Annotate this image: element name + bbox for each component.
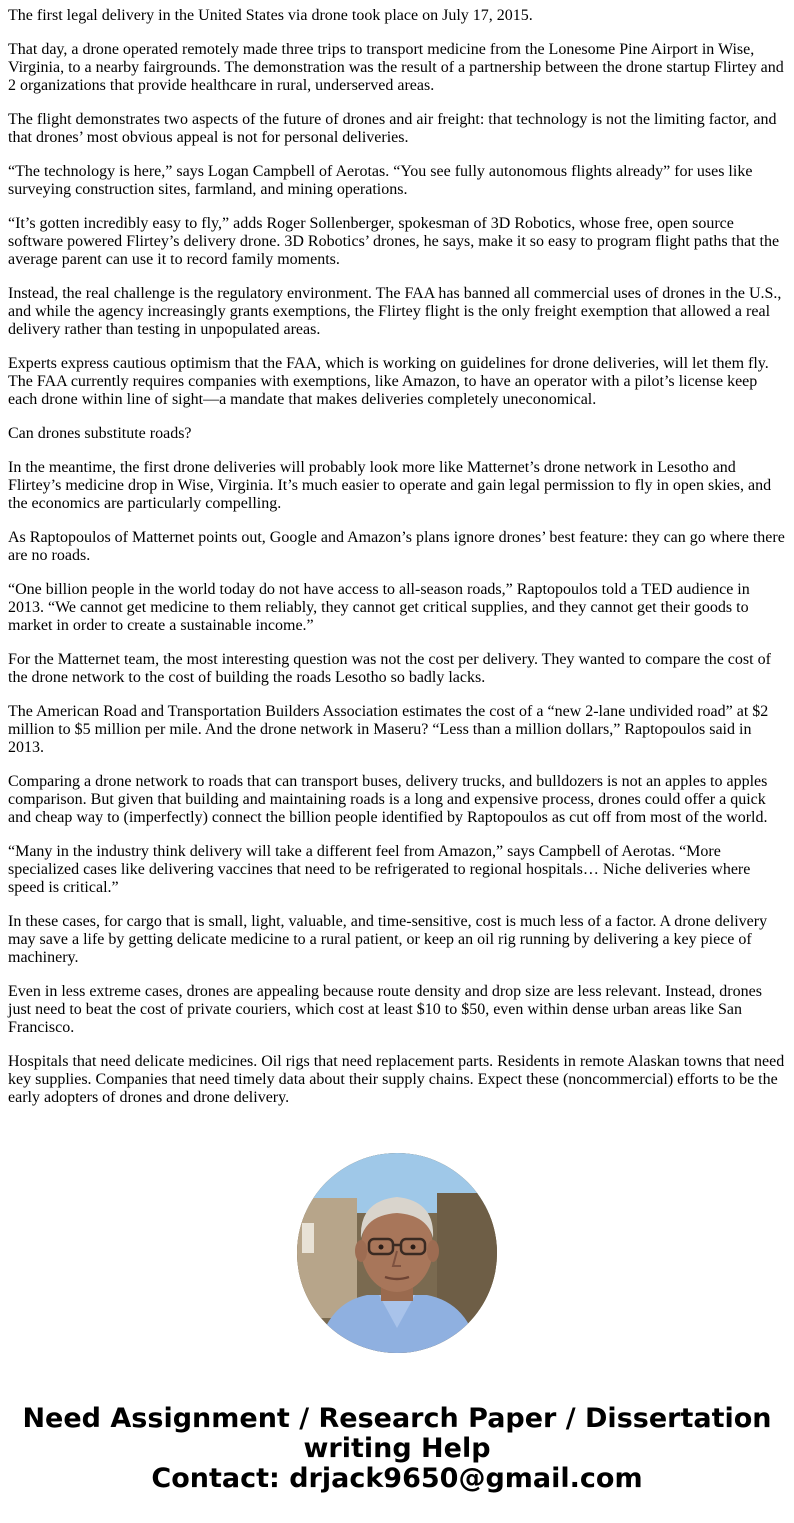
article-paragraph-11: “One billion people in the world today do not have access to all-season roads,” Raptopoulos told a TED audience in 2013. “We cannot get medicine to them reliably, they cannot get critical supplies, and they cannot get their goods to market in order to create a sustainable income.” xyxy=(8,581,750,634)
article-paragraph-9: In the meantime, the first drone deliveries will probably look more like Matternet’s drone network in Lesotho and Flirtey’s medicine drop in Wise, Virginia. It’s much easier to operate and gain legal permission to fly in open skies, and the economics are particularly compelling. xyxy=(8,459,772,512)
article-subheading: Can drones substitute roads? xyxy=(8,425,192,442)
article-paragraph-1: The first legal delivery in the United States via drone took place on July 17, 2015. xyxy=(8,7,533,24)
article-paragraph-5: “It’s gotten incredibly easy to fly,” adds Roger Sollenberger, spokesman of 3D Robotics, whose free, open source software powered Flirtey’s delivery drone. 3D Robotics’ drones, he says, make it so easy to program flight paths that the average parent can use it to record family moments. xyxy=(8,215,780,268)
promo-headline: Need Assignment / Research Paper / Dissertation writing Help xyxy=(22,1403,772,1464)
article-paragraph-16: In these cases, for cargo that is small, light, valuable, and time-sensitive, cost is much less of a factor. A drone delivery may save a life by getting delicate medicine to a rural patient, or keep an oil rig running by delivering a key piece of machinery. xyxy=(8,913,768,966)
person-photo-icon xyxy=(297,1153,497,1353)
contact-email: Contact: drjack9650@gmail.com xyxy=(151,1463,643,1494)
article-paragraph-17: Even in less extreme cases, drones are appealing because route density and drop size are less relevant. Instead, drones just need to beat the cost of private couriers, which cost at least $10 to $50, even within dense urban areas like San Francisco. xyxy=(8,983,762,1036)
article-paragraph-2: That day, a drone operated remotely made three trips to transport medicine from the Lonesome Pine Airport in Wise, Virginia, to a nearby fairgrounds. The demonstration was the result of a partnership between the drone startup Flirtey and 2 organizations that provide healthcare in rural, underserved areas. xyxy=(8,41,784,94)
article-body xyxy=(8,7,788,1123)
contact-banner xyxy=(0,1404,794,1494)
author-avatar xyxy=(297,1153,497,1353)
article-paragraph-13: The American Road and Transportation Builders Association estimates the cost of a “new 2-lane undivided road” at $2 million to $5 million per mile. And the drone network in Maseru? “Less than a million dollars,” Raptopoulos said in 2013. xyxy=(8,703,769,756)
article-paragraph-10: As Raptopoulos of Matternet points out, Google and Amazon’s plans ignore drones’ best feature: they can go where there are no roads. xyxy=(8,529,785,564)
article-paragraph-4: “The technology is here,” says Logan Campbell of Aerotas. “You see fully autonomous flights already” for uses like surveying construction sites, farmland, and mining operations. xyxy=(8,163,753,198)
article-paragraph-12: For the Matternet team, the most interesting question was not the cost per delivery. They wanted to compare the cost of the drone network to the cost of building the roads Lesotho so badly lacks. xyxy=(8,651,771,686)
article-paragraph-3: The flight demonstrates two aspects of the future of drones and air freight: that technology is not the limiting factor, and that drones’ most obvious appeal is not for personal deliveries. xyxy=(8,111,777,146)
article-paragraph-18: Hospitals that need delicate medicines. Oil rigs that need replacement parts. Residents in remote Alaskan towns that need key supplies. Companies that need timely data about their supply chains. Expect these (noncommercial) efforts to be the early adopters of drones and drone delivery. xyxy=(8,1053,785,1106)
article-paragraph-7: Experts express cautious optimism that the FAA, which is working on guidelines for drone deliveries, will let them fly. The FAA currently requires companies with exemptions, like Amazon, to have an operator with a pilot’s license keep each drone within line of sight—a mandate that makes deliveries completely uneconomical. xyxy=(8,355,769,408)
article-paragraph-6: Instead, the real challenge is the regulatory environment. The FAA has banned all commercial uses of drones in the U.S., and while the agency increasingly grants exemptions, the Flirtey flight is the only freight exemption that allowed a real delivery rather than testing in unpopulated areas. xyxy=(8,285,782,338)
article-paragraph-15: “Many in the industry think delivery will take a different feel from Amazon,” says Campbell of Aerotas. “More specialized cases like delivering vaccines that need to be refrigerated to regional hospitals… Niche deliveries where speed is critical.” xyxy=(8,843,751,896)
article-paragraph-14: Comparing a drone network to roads that can transport buses, delivery trucks, and bulldozers is not an apples to apples comparison. But given that building and maintaining roads is a long and expensive process, drones could offer a quick and cheap way to (imperfectly) connect the billion people identified by Raptopoulos as cut off from most of the world. xyxy=(8,773,768,826)
